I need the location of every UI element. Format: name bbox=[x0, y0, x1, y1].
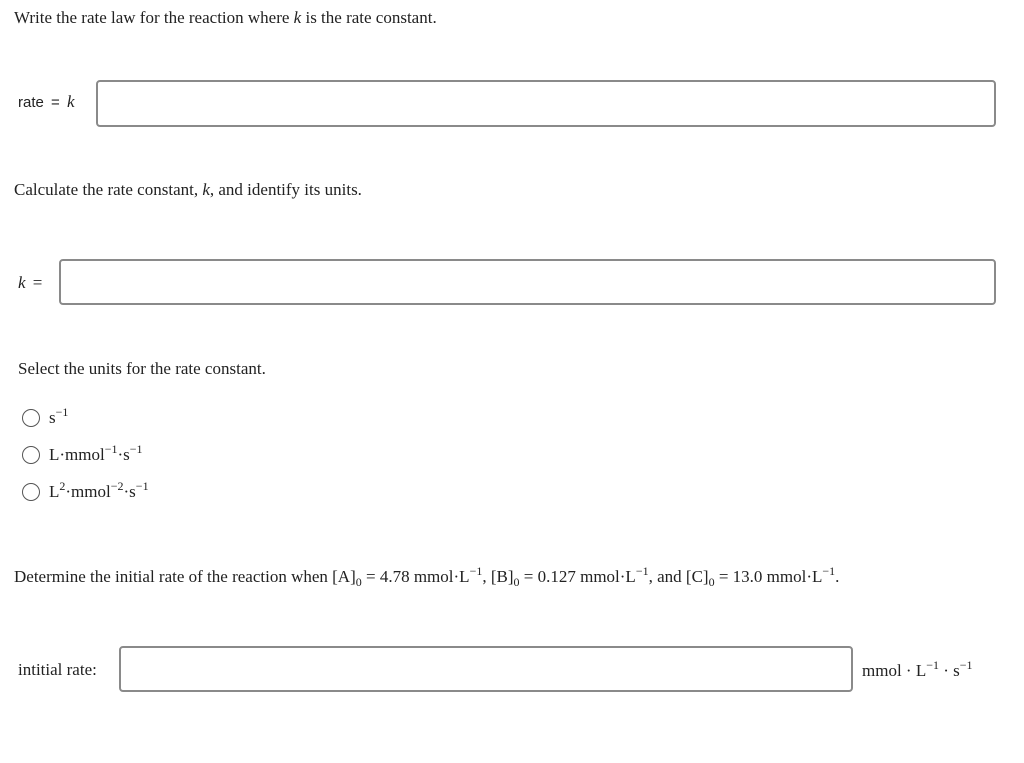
rate-word: rate bbox=[18, 94, 44, 111]
q2-prompt bbox=[14, 180, 362, 200]
radio-button[interactable] bbox=[22, 409, 40, 427]
k-label bbox=[18, 273, 42, 293]
option-label: $L^2\cdot mmol^{-2}\cdot s^{-1}$ bbox=[49, 479, 149, 501]
q3-prompt: Select the units for the rate constant. bbox=[18, 359, 266, 378]
q1-prompt-start: Write the rate law for the reaction where bbox=[14, 8, 290, 27]
initial-rate-label: intitial rate: bbox=[18, 660, 97, 679]
q2-prompt-start: Calculate the rate constant, bbox=[14, 180, 199, 199]
option-label: $L\cdot mmol^{-1}\cdot s^{-1}$ bbox=[49, 442, 143, 464]
k-label-equals: = bbox=[32, 273, 43, 292]
rate-law-label bbox=[18, 92, 75, 113]
q4-prompt: Determine the initial rate of the reaction when $[A]_0 = 4.78$ $mmol\cdot L^{-1}$, $[B]_0 = 0.127$ $mmol\cdot L^{-1}$, and $[C]_0 = 13.0$ $mmol\cdot L^{-1}$. bbox=[14, 564, 840, 589]
radio-button[interactable] bbox=[22, 483, 40, 501]
q2-prompt-k: k bbox=[202, 180, 210, 199]
initial-rate-units: mmol · $L^{-1} \cdot s^{-1}$ bbox=[862, 658, 973, 680]
radio-button[interactable] bbox=[22, 446, 40, 464]
units-option-l2-mmol2-s[interactable] bbox=[22, 478, 149, 506]
q1-prompt-end: is the rate constant. bbox=[305, 8, 437, 27]
units-option-s-inv[interactable] bbox=[22, 404, 68, 432]
rate-k: k bbox=[66, 92, 75, 111]
option-label: $s^{-1}$ bbox=[49, 405, 69, 427]
initial-rate-box bbox=[119, 646, 853, 692]
k-input[interactable] bbox=[61, 261, 994, 303]
units-option-l-mmol-s[interactable] bbox=[22, 441, 143, 469]
rate-law-box bbox=[96, 80, 996, 127]
rate-equals: = bbox=[51, 94, 60, 111]
k-box bbox=[59, 259, 996, 305]
initial-rate-input[interactable] bbox=[121, 648, 851, 690]
rate-law-input[interactable] bbox=[98, 82, 994, 125]
q1-prompt-k: k bbox=[293, 8, 302, 27]
k-label-symbol: k bbox=[18, 273, 26, 292]
q1-prompt bbox=[14, 8, 437, 28]
q2-prompt-end: , and identify its units. bbox=[209, 180, 362, 199]
